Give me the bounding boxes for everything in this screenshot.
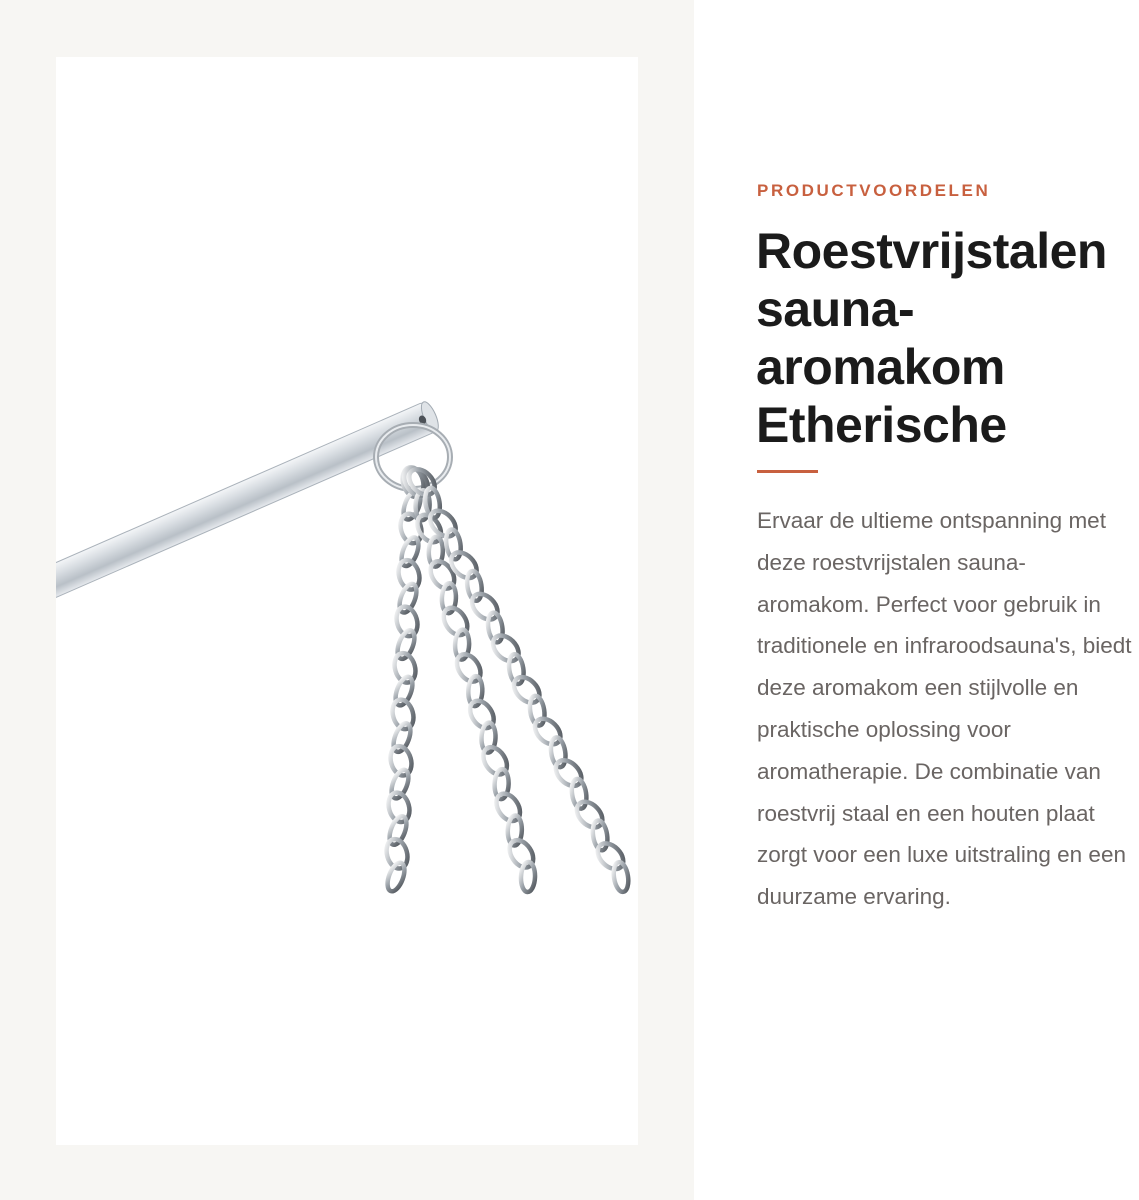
- section-eyebrow: PRODUCTVOORDELEN: [757, 181, 991, 200]
- product-title: Roestvrijstalen sauna-aromakom Etherische: [756, 223, 1107, 453]
- content-panel: [694, 0, 1139, 1200]
- chain-link: [593, 839, 628, 874]
- chain-link: [467, 589, 502, 624]
- chain-link: [530, 714, 565, 749]
- chains: [383, 464, 630, 894]
- product-image: [56, 57, 638, 1145]
- chain-link: [572, 797, 607, 832]
- chain-link: [384, 860, 408, 893]
- chain-link: [509, 672, 544, 707]
- chain-link: [488, 631, 523, 666]
- chain-link: [551, 755, 586, 790]
- accent-divider: [757, 470, 818, 473]
- hanging-chain-illustration: [56, 57, 638, 1145]
- chain-link: [446, 548, 481, 583]
- product-description: Ervaar de ultieme ontspanning met deze roestvrijstalen sauna-aromakom. Perfect voor gebruik in traditionele en infraroodsauna's, biedt deze aromakom een stijlvolle en praktische oplossing voor aromatherapie. De combinatie van roestvrij staal en een houten plaat zorgt voor een luxe uitstraling en een duurzame ervaring.: [757, 508, 1132, 910]
- metal-rod: [56, 400, 442, 599]
